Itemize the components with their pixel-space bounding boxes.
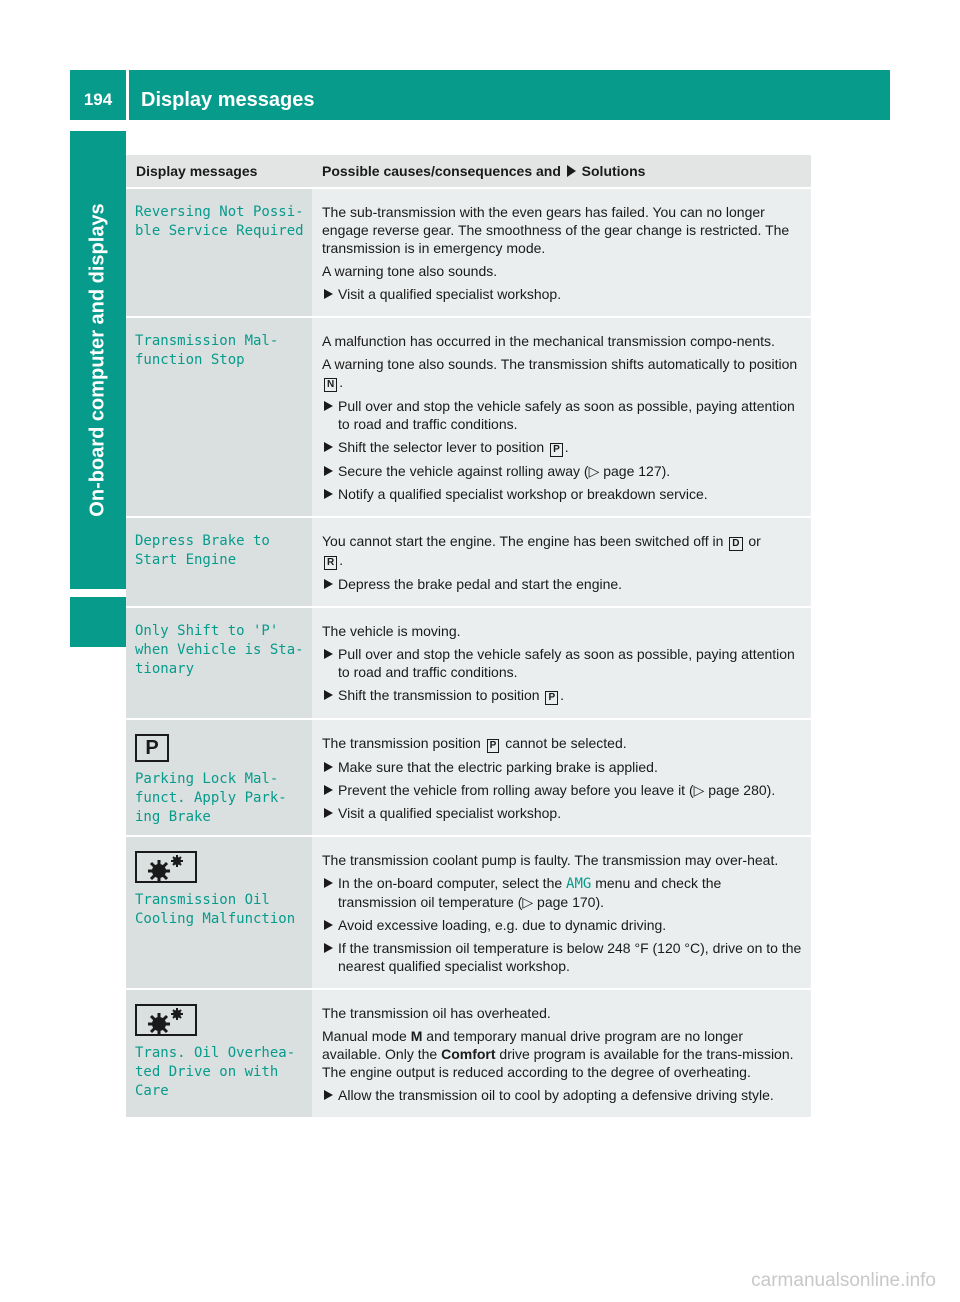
table-row [126,989,811,1117]
cause-text: A warning tone also sounds. The transmission shifts automatically to position N . [322,356,798,390]
solution-step [322,758,803,776]
arrow-right-icon [324,878,333,888]
display-message: Depress Brake to Start Engine [135,533,270,568]
arrow-right-icon [324,1090,333,1100]
column-header-causes [312,155,811,188]
watermark: carmanualsonline.info [751,1270,936,1291]
solution-step-text: Prevent the vehicle from rolling away before you leave it (▷ page 280). [338,782,776,798]
solution-step [322,939,803,975]
cause-text: A warning tone also sounds. [322,263,498,279]
page-title: Display messages [141,89,315,111]
solution-step-text: Pull over and stop the vehicle safely as soon as possible, paying attention to road and traffic conditions. [338,646,795,680]
arrow-right-icon [324,943,333,953]
cause-text-part: A warning tone also sounds. The transmission shifts automatically to position [322,356,798,372]
solution-step-text: Visit a qualified specialist workshop. [338,286,562,302]
solution-step-text: Allow the transmission oil to cool by adopting a defensive driving style. [338,1087,774,1103]
solution-step [322,804,803,822]
solution-step-text: Shift the selector lever to position [338,439,545,455]
arrow-right-icon [567,165,576,177]
table-row [126,517,811,607]
table-row [126,719,811,836]
comfort-label: Comfort [441,1046,496,1062]
header-divider [126,70,129,120]
cause-text-part: cannot be selected. [505,735,627,751]
display-message: Trans. Oil Overhea- ted Drive on with Care [135,1045,296,1099]
column-header-messages: Display messages [126,155,312,188]
cause-text: The vehicle is moving. [322,623,461,639]
solution-step [322,462,803,480]
transmission-oil-icon [135,1004,197,1036]
solution-step-text: Secure the vehicle against rolling away (▷ page 127). [338,463,671,479]
arrow-right-icon [324,785,333,795]
display-messages-table [126,155,811,1117]
cause-text [322,734,803,753]
gear-p-icon: P [487,739,500,753]
solution-step-text: Shift the transmission to position [338,687,540,703]
gear-n-icon: N [324,378,337,392]
arrow-right-icon [324,579,333,589]
solution-step-text: Depress the brake pedal and start the engine. [338,576,623,592]
solution-step-text: In the on-board computer, select the [338,875,563,891]
solution-step-text: menu and check the transmission oil temperature (▷ page 170). [338,875,722,910]
solution-step: Shift the transmission to position P . [322,686,803,705]
solution-step-text: Pull over and stop the vehicle safely as soon as possible, paying attention to road and traffic conditions. [338,398,795,432]
arrow-right-icon [324,466,333,476]
solution-step-text: Notify a qualified specialist workshop or breakdown service. [338,486,708,502]
solution-step [322,1086,803,1104]
page-number: 194 [83,90,113,109]
transmission-oil-icon [135,851,197,883]
cause-text-part: The transmission position [322,735,481,751]
cause-text: The sub-transmission with the even gears has failed. You can no longer engage reverse gear. The smoothness of the gear change is restricted. The transmission is in emergency mode. [322,204,790,256]
amg-menu-label: AMG [566,876,592,892]
table-row [126,188,811,317]
arrow-right-icon [324,401,333,411]
cause-text-part: drive program is available for the trans-mission. The engine output is reduced according to the degree of overheating. [322,1046,794,1080]
solution-step-text: Avoid excessive loading, e.g. due to dynamic driving. [338,917,667,933]
solution-step [322,397,803,433]
solution-step: Shift the selector lever to position P . [322,438,803,457]
arrow-right-icon [324,649,333,659]
parking-p-icon: P [135,734,169,762]
cause-text-part: You cannot start the engine. The engine has been switched off in [322,533,724,549]
table-row [126,317,811,517]
section-marker [70,597,126,647]
cause-text-part: or [748,533,761,549]
table-row [126,607,811,719]
solution-step-text: Visit a qualified specialist workshop. [338,805,562,821]
solution-step [322,781,803,799]
cause-text: The transmission oil has overheated. [322,1005,551,1021]
manual-mode-label: M [410,1028,423,1044]
table-row [126,836,811,989]
display-message: Transmission Mal- function Stop [135,333,279,368]
solution-step [322,874,803,911]
solution-step [322,485,803,503]
solution-step [322,916,803,934]
solution-step [322,645,803,681]
gear-d-icon: D [729,537,742,551]
display-message: Parking Lock Mal- funct. Apply Park- ing Brake [135,771,287,825]
table-header-row [126,155,811,188]
gear-r-icon: R [324,556,337,570]
arrow-right-icon [324,289,333,299]
cause-text: A malfunction has occurred in the mechanical transmission compo-nents. [322,333,775,349]
arrow-right-icon [324,690,333,700]
solution-step-text: Make sure that the electric parking brake is applied. [338,759,658,775]
display-message: Reversing Not Possi- ble Service Required [135,204,304,239]
cause-text [322,1027,803,1081]
display-message: Only Shift to 'P' when Vehicle is Sta- tionary [135,623,304,677]
arrow-right-icon [324,920,333,930]
section-title: On-board computer and displays [86,203,109,517]
column-header-solutions-label: Solutions [581,163,646,179]
arrow-right-icon [324,762,333,772]
arrow-right-icon [324,489,333,499]
cause-text-part: Manual mode [322,1028,407,1044]
display-message: Transmission Oil Cooling Malfunction [135,892,296,927]
cause-text-part: and temporary manual drive program are no longer available. Only the [322,1028,744,1062]
gear-p-icon: P [545,691,558,705]
solution-step [322,285,803,303]
cause-text: The transmission coolant pump is faulty. The transmission may over-heat. [322,852,779,868]
gear-p-icon: P [550,443,563,457]
arrow-right-icon [324,808,333,818]
arrow-right-icon [324,442,333,452]
column-header-causes-label: Possible causes/consequences and [322,163,561,179]
cause-text: You cannot start the engine. The engine has been switched off in D or R . [322,533,761,568]
solution-step [322,575,803,593]
solution-step-text: If the transmission oil temperature is below 248 °F (120 °C), drive on to the nearest qualified specialist workshop. [338,940,802,974]
